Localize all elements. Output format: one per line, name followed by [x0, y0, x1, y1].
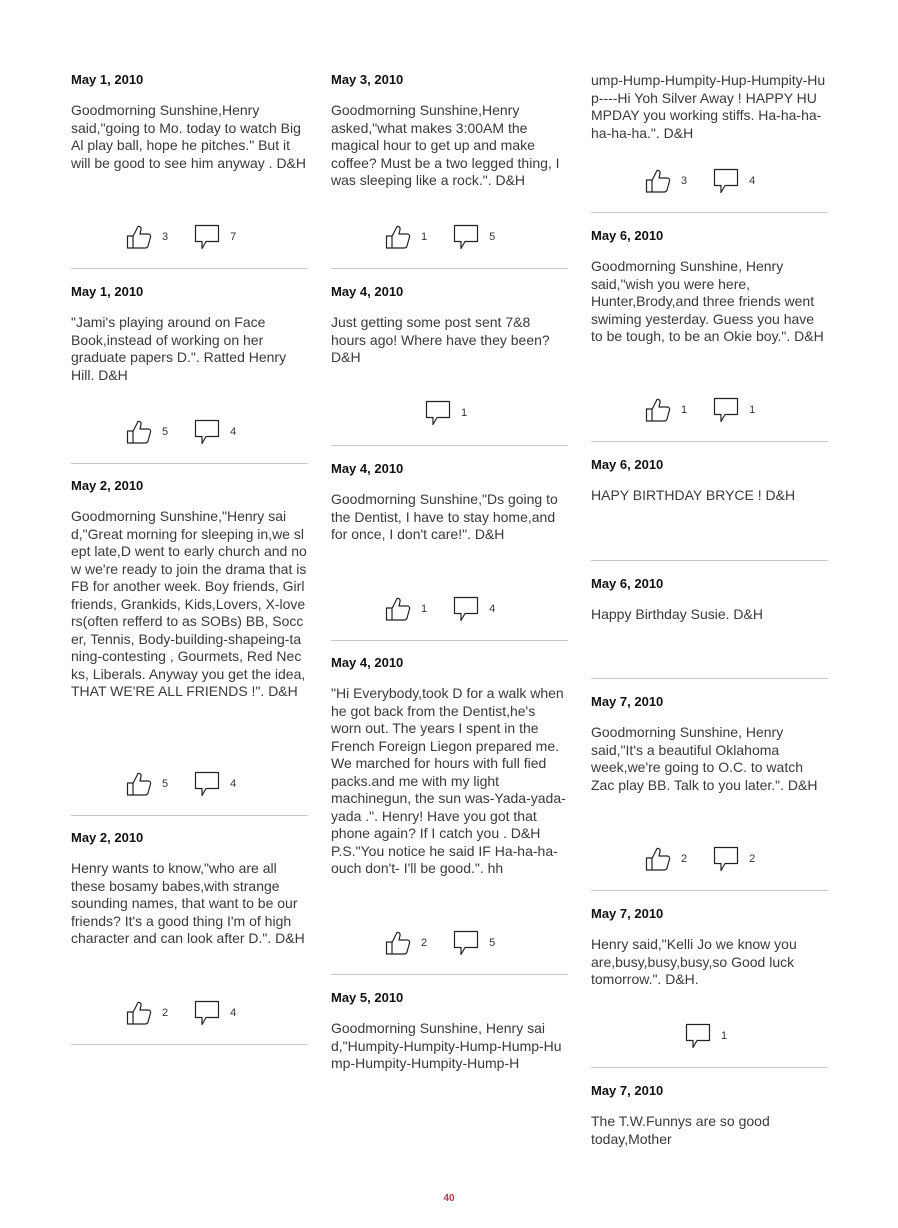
post-text: Henry said,"Kelli Jo we know you are,busy,busy,busy,so Good luck tomorrow.". D&H.: [591, 936, 797, 987]
post-date: May 4, 2010: [331, 655, 404, 670]
comment-count: 4: [230, 778, 237, 790]
like-count: 2: [681, 853, 688, 865]
post-divider: [591, 1067, 828, 1068]
post-reactions: [685, 1023, 727, 1049]
like-button[interactable]: [126, 225, 168, 249]
comment-button[interactable]: [194, 419, 236, 445]
post-divider: [71, 815, 308, 816]
post-reactions: [126, 224, 236, 250]
post-divider: [591, 890, 828, 891]
post-text: Goodmorning Sunshine,Henry said,"going to Mo. today to watch Big Al play ball, hope he pitches." But it will be good to see him anyway . D&H: [71, 102, 306, 171]
thumbs-up-icon: [126, 225, 152, 249]
speech-bubble-icon: [453, 224, 479, 250]
post-date: May 6, 2010: [591, 457, 664, 472]
like-count: 2: [421, 937, 428, 949]
post-reactions: [425, 400, 467, 426]
speech-bubble-icon: [685, 1023, 711, 1049]
comment-button[interactable]: [453, 930, 495, 956]
post-divider: [591, 560, 828, 561]
comment-button[interactable]: [194, 771, 236, 797]
post-text: HAPY BIRTHDAY BRYCE ! D&H: [591, 487, 796, 503]
like-button[interactable]: [645, 398, 687, 422]
post: [331, 655, 568, 878]
post: [71, 284, 308, 384]
thumbs-up-icon: [385, 931, 411, 955]
post-date: May 7, 2010: [591, 1083, 664, 1098]
post: [591, 694, 828, 794]
comment-count: 5: [489, 231, 496, 243]
speech-bubble-icon: [425, 400, 451, 426]
like-button[interactable]: [126, 772, 168, 796]
like-button[interactable]: [645, 847, 687, 871]
thumbs-up-icon: [645, 169, 671, 193]
comment-count: 2: [749, 853, 756, 865]
post-text: Just getting some post sent 7&8 hours ago! Where have they been? D&H: [331, 314, 550, 365]
post-divider: [591, 678, 828, 679]
speech-bubble-icon: [713, 168, 739, 194]
thumbs-up-icon: [385, 597, 411, 621]
like-count: 5: [162, 778, 169, 790]
like-count: 2: [162, 1007, 169, 1019]
like-count: 1: [421, 603, 428, 615]
post-reactions: [126, 419, 236, 445]
post-divider: [331, 445, 568, 446]
post-divider: [331, 974, 568, 975]
post: [331, 284, 568, 367]
post-reactions: [385, 224, 495, 250]
post-divider: [331, 640, 568, 641]
post-reactions: [385, 930, 495, 956]
post-date: May 5, 2010: [331, 990, 404, 1005]
post-date: May 4, 2010: [331, 284, 404, 299]
post-divider: [331, 268, 568, 269]
post-text: Goodmorning Sunshine,"Ds going to the Dentist, I have to stay home,and for once, I don't care!". D&H: [331, 491, 558, 542]
comment-count: 5: [489, 937, 496, 949]
post-date: May 6, 2010: [591, 576, 664, 591]
comment-count: 4: [489, 603, 496, 615]
post: [591, 576, 828, 624]
comment-button[interactable]: [713, 168, 755, 194]
post-text: The T.W.Funnys are so good today,Mother: [591, 1113, 770, 1147]
comment-button[interactable]: [194, 224, 236, 250]
post-reactions: [645, 397, 755, 423]
post-date: May 1, 2010: [71, 72, 144, 87]
post: [71, 478, 308, 701]
post-date: May 7, 2010: [591, 694, 664, 709]
post-text: Happy Birthday Susie. D&H: [591, 606, 763, 622]
speech-bubble-icon: [713, 846, 739, 872]
comment-count: 1: [749, 404, 756, 416]
post-date: May 2, 2010: [71, 478, 144, 493]
speech-bubble-icon: [453, 930, 479, 956]
speech-bubble-icon: [194, 224, 220, 250]
comment-button[interactable]: [713, 846, 755, 872]
post: [591, 906, 828, 989]
comment-count: 4: [230, 426, 237, 438]
thumbs-up-icon: [126, 420, 152, 444]
speech-bubble-icon: [194, 1000, 220, 1026]
comment-button[interactable]: [425, 400, 467, 426]
like-button[interactable]: [385, 931, 427, 955]
post: [71, 830, 308, 948]
post: [331, 990, 568, 1073]
post-divider: [71, 463, 308, 464]
like-button[interactable]: [126, 420, 168, 444]
post: [591, 228, 828, 346]
post-divider: [71, 1044, 308, 1045]
page-number: 40: [443, 1193, 455, 1204]
comment-count: 7: [230, 231, 237, 243]
comment-count: 4: [230, 1007, 237, 1019]
thumbs-up-icon: [126, 1001, 152, 1025]
like-count: 3: [162, 231, 169, 243]
comment-count: 1: [721, 1030, 728, 1042]
post: [591, 457, 828, 505]
post-divider: [71, 268, 308, 269]
post-date: May 1, 2010: [71, 284, 144, 299]
post-reactions: [385, 596, 495, 622]
thumbs-up-icon: [385, 225, 411, 249]
post-text: Goodmorning Sunshine,"Henry said,"Great morning for sleeping in,we slept late,D went to early church and now we're ready to join the drama that is FB for another week. Boy friends, Girl friends, Grankids, Kids,Lovers, X-lovers(often refferd to as SOBs) BB, Soccer, Tennis, Body-building-shapeing-taning-contesting , Gourmets, Red Necks, Liberals. Anyway you get the idea, THAT WE'RE ALL FRIENDS !". D&H: [71, 508, 307, 699]
post: [591, 72, 828, 142]
post: [331, 461, 568, 544]
post-reactions: [126, 771, 236, 797]
post-date: May 6, 2010: [591, 228, 664, 243]
post: [331, 72, 568, 190]
like-button[interactable]: [385, 597, 427, 621]
like-button[interactable]: [645, 169, 687, 193]
like-count: 1: [681, 404, 688, 416]
post-date: May 2, 2010: [71, 830, 144, 845]
post-divider: [591, 212, 828, 213]
thumbs-up-icon: [645, 398, 671, 422]
post-text: "Jami's playing around on Face Book,instead of working on her graduate papers D.". Ratted Henry Hill. D&H: [71, 314, 287, 383]
post-text: Goodmorning Sunshine, Henry said,"wish you were here, Hunter,Brody,and three friends went swiming yesterday. Guess you have to be tough, to be an Okie boy.". D&H: [591, 258, 824, 344]
post-reactions: [645, 168, 755, 194]
like-button[interactable]: [385, 225, 427, 249]
speech-bubble-icon: [194, 419, 220, 445]
post: [71, 72, 308, 172]
speech-bubble-icon: [194, 771, 220, 797]
post-date: May 7, 2010: [591, 906, 664, 921]
comment-button[interactable]: [453, 596, 495, 622]
post-text: Goodmorning Sunshine,Henry asked,"what makes 3:00AM the magical hour to get up and make coffee? Must be a two legged thing, I was sleeping like a rock.". D&H: [331, 102, 560, 188]
post-text: Goodmorning Sunshine, Henry said,"It's a beautiful Oklahoma week,we're going to O.C. to watch Zac play BB. Talk to you later.". D&H: [591, 724, 818, 793]
comment-count: 1: [461, 407, 468, 419]
comment-button[interactable]: [685, 1023, 727, 1049]
post-text: Goodmorning Sunshine, Henry said,"Humpity-Humpity-Hump-Hump-Hump-Humpity-Humpity-Hump-H: [331, 1020, 562, 1071]
speech-bubble-icon: [453, 596, 479, 622]
like-count: 3: [681, 175, 688, 187]
like-count: 5: [162, 426, 169, 438]
comment-button[interactable]: [194, 1000, 236, 1026]
post-reactions: [126, 1000, 236, 1026]
post-text: Henry wants to know,"who are all these bosamy babes,with strange sounding names, that want to be our friends? It's a good thing I'm of high character and can look after D.". D&H: [71, 860, 305, 946]
post: [591, 1083, 828, 1148]
comment-count: 4: [749, 175, 756, 187]
post-reactions: [645, 846, 755, 872]
thumbs-up-icon: [645, 847, 671, 871]
thumbs-up-icon: [126, 772, 152, 796]
like-count: 1: [421, 231, 428, 243]
post-text: ump-Hump-Humpity-Hup-Humpity-Hup----Hi Yoh Silver Away ! HAPPY HUMPDAY you working stiffs. Ha-ha-ha-ha-ha-ha.". D&H: [591, 72, 826, 141]
comment-button[interactable]: [453, 224, 495, 250]
post-text: "Hi Everybody,took D for a walk when he got back from the Dentist,he's worn out. The years I spent in the French Foreign Liegon prepared me. We marched for hours with full fied packs.and me with my light machinegun, the sun was-Yada-yada-yada .". Henry! Have you got that phone again? If I catch you . D&H P.S."You notice he said IF Ha-ha-ha- ouch don't- I'll be good.". hh: [331, 685, 566, 876]
post-divider: [591, 441, 828, 442]
like-button[interactable]: [126, 1001, 168, 1025]
post-date: May 3, 2010: [331, 72, 404, 87]
speech-bubble-icon: [713, 397, 739, 423]
comment-button[interactable]: [713, 397, 755, 423]
post-date: May 4, 2010: [331, 461, 404, 476]
